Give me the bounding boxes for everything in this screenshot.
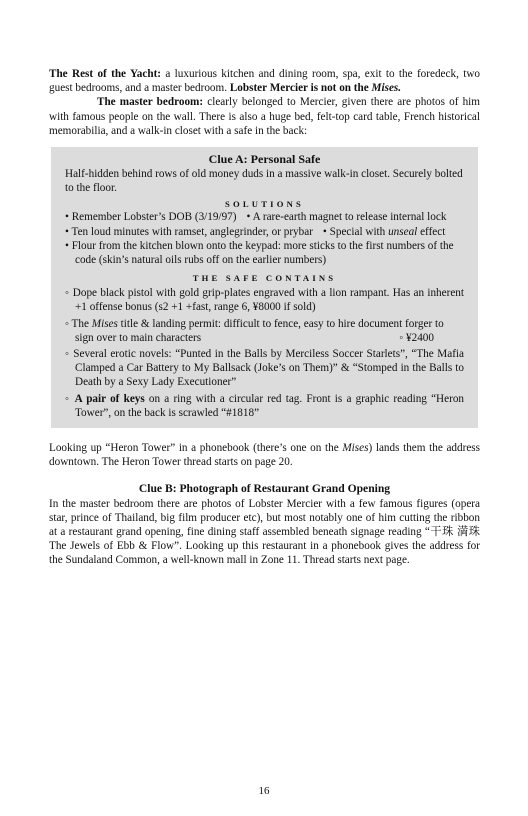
heron-tower-mises: Mises [342, 442, 369, 455]
clue-b-title: Clue B: Photograph of Restaurant Grand Opening [138, 482, 391, 496]
lobster-note-text: Lobster Mercier is not on the [229, 82, 372, 95]
solution-magnet: • A rare-earth magnet to release internal lock [246, 211, 447, 224]
content-title-permit [65, 317, 464, 331]
content-title-price: ◦ ¥2400 [399, 331, 434, 344]
content-novels: ◦ Several erotic novels: “Punted in the Balls by Merciless Soccer Starlets”, “The Mafia Clamped a Car Battery to My Ballsack (Joke’s on Them)” & “Stomped in the Balls to Death by a Sexy Lady Executioner” [65, 348, 464, 389]
intro-text: a luxurious kitchen and dining room, spa, exit to the foredeck, two guest bedrooms, and a master bedroom. [49, 68, 480, 95]
rest-of-yacht-heading: The Rest of the Yacht: [49, 68, 162, 80]
lobster-note [230, 82, 401, 94]
content-keys [65, 392, 464, 420]
solutions-row-1 [65, 210, 464, 224]
heron-tower-paragraph [49, 441, 480, 469]
content-title-pre: ◦ The [65, 317, 92, 330]
unseal-term: unseal [388, 225, 418, 238]
content-title-permit-line2 [65, 331, 464, 345]
master-bedroom-text: clearly belonged to Mercier, given there are photos of him with famous people on the wall. There is also a huge bed, felt-top card table, French historical memorabilia, and a walk-in closet with a safe in the back: [49, 96, 480, 137]
solution-unseal [323, 225, 445, 239]
solution-flour: • Flour from the kitchen blown onto the keypad: more sticks to the first numbers of the code (skin’s natural oils rubs off on the earlier numbers) [65, 239, 454, 267]
content-title-italic: Mises [91, 317, 118, 330]
page-number: 16 [258, 785, 270, 797]
solutions-heading: SOLUTIONS [225, 199, 304, 210]
content-title-post: title & landing permit: difficult to fence, easy to hire document forger to [117, 317, 444, 330]
mises-name: Mises. [371, 82, 402, 95]
solution-unseal-pre: • Special with [322, 225, 389, 238]
content-pistol: ◦ Dope black pistol with gold grip-plates engraved with a lion rampant. Has an inherent +1 offense bonus (s2 +1 +fast, range 6, ¥8000 if sold) [65, 287, 464, 314]
solution-dob: • Remember Lobster’s DOB (3/19/97) [65, 211, 237, 224]
solution-unseal-post: effect [417, 225, 446, 238]
heron-tower-post: ) lands them the address downtown. The Heron Tower thread starts on page 20. [49, 442, 480, 469]
safe-contains-heading: THE SAFE CONTAINS [192, 273, 337, 284]
page-content [49, 67, 480, 568]
intro-paragraph [49, 67, 480, 95]
solution-tools: • Ten loud minutes with ramset, anglegrinder, or prybar [65, 225, 313, 238]
clue-a-box [51, 147, 478, 428]
content-keys-bullet: ◦ [65, 392, 75, 405]
master-bedroom-paragraph [49, 95, 480, 138]
content-title-line2: sign over to main characters [75, 331, 202, 344]
content-keys-bold: A pair of keys [74, 392, 145, 405]
solutions-row-2 [65, 225, 464, 239]
clue-a-title: Clue A: Personal Safe [208, 152, 321, 167]
heron-tower-pre: Looking up “Heron Tower” in a phonebook (there’s one on the [49, 442, 343, 455]
master-bedroom-heading: The master bedroom: [97, 96, 204, 109]
clue-a-description: Half-hidden behind rows of old money duds in a massive walk-in closet. Securely bolted to the floor. [65, 168, 463, 195]
clue-b-paragraph: In the master bedroom there are photos of Lobster Mercier with a few famous figures (opera star, prince of Thailand, big film producer etc), but most notably one of him cutting the ribbon at a restaurant grand opening, fine dining staff assembled beneath signage reading “干珠 満珠 The Jewels of Ebb & Flow”. Looking up this restaurant in a phonebook gives the address for the Sundaland Common, a well-known mall in Zone 11. Thread starts next page. [49, 497, 480, 567]
content-keys-text: on a ring with a circular red tag. Front is a graphic reading “Heron Tower”, on the back is scrawled “#1818” [75, 392, 465, 419]
